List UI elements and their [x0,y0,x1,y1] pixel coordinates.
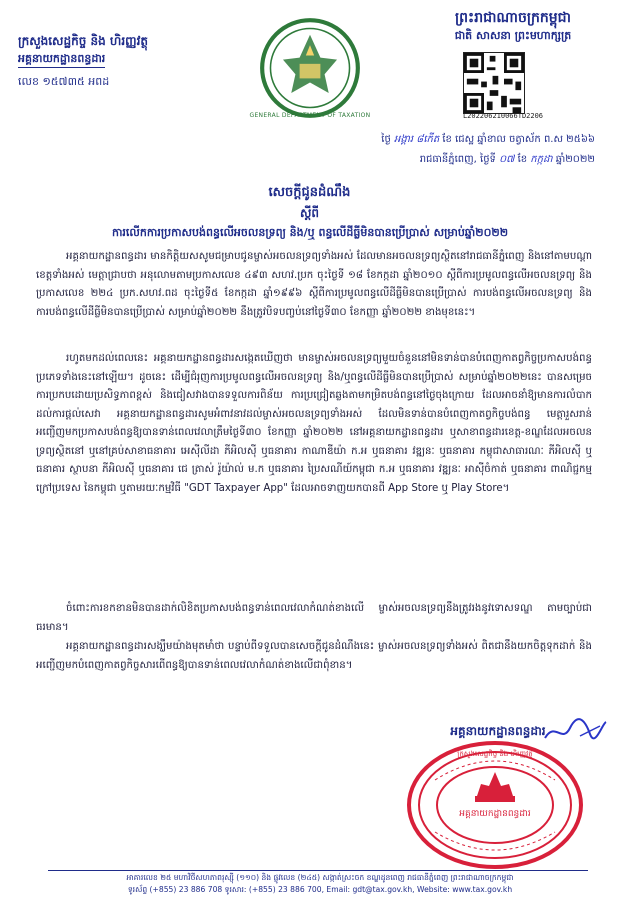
body-paragraph-3 [36,600,592,637]
paragraph-text: អគ្គនាយកដ្ឋានពន្ធដារ មានកិត្តិយសសូមជម្រាបជូនម្ចាស់អចលនទ្រព្យទាំងអស់ ដែលមានអចលនទ្រព្យស្ថិតនៅរាជធានីភ្នំពេញ និងនៅតាមបណ្តាខេត្តទាំងអស់ មេត្តាជ្រាបថា អនុលោមតាមប្រកាសលេខ ៤៩៣ សហវ.ប្រក ចុះថ្ងៃទី ១៨ ខែកក្កដា ឆ្នាំ២០១០ ស្តីពីការប្រមូលពន្ធលើអចលនទ្រព្យ និងប្រកាសលេខ ២២៤ ប្រក.សហវ.ពដ ចុះថ្ងៃទី៥ ខែកក្កដា ឆ្នាំ១៩៩៦ ស្តីពីការប្រមូលពន្ធលើដីធ្លីមិនបានប្រើប្រាស់ ការបង់ពន្ធលើអចលនទ្រព្យ និងការបង់ពន្ធលើដីធ្លីមិនបានប្រើប្រាស់ សម្រាប់ឆ្នាំ២០២២ នឹងត្រូវបិទបញ្ចប់នៅថ្ងៃទី៣០ ខែកញ្ញា ឆ្នាំ២០២២ ខាងមុខនេះ។ [36,251,592,318]
solar-date-month-label: ខែ [517,154,528,165]
kingdom-name: ព្រះរាជាណាចក្រកម្ពុជា [454,10,571,26]
notice-title: សេចក្តីជូនដំណឹង [268,185,351,200]
official-seal-icon [405,740,585,870]
paragraph-text: ចំពោះការខកខានមិនបានដាក់លិខិតប្រកាសបង់ពន្ធទាន់ពេលវេលាកំណត់ខាងលើ ម្ចាស់អចលនទ្រព្យនឹងត្រូវរងនូវទោសទណ្ឌ តាមច្បាប់ជាធរមាន។ [36,603,592,633]
footer-address: អាគារលេខ ២៥ មហាវិថីសហភាពរុស្ស៊ី (១១០) និង ផ្លូវលេខ (២៤៥) សង្កាត់ស្រះចក ខណ្ឌដូនពេញ រាជធានីភ្នំពេញ ព្រះរាជាណាចក្រកម្ពុជា [126,873,514,882]
solar-date-prefix: រាជធានីភ្នំពេញ, ថ្ងៃទី [419,154,496,165]
solar-date-day: ០៧ [499,154,515,165]
notice-subject: ការលើកការប្រកាសបង់ពន្ធលើអចលនទ្រព្យ និង/ឬ ពន្ធលើដីធ្លីមិនបានប្រើប្រាស់ សម្រាប់ឆ្នាំ២០២២ [111,226,509,239]
signatory-title: អគ្គនាយកដ្ឋានពន្ធដារ [450,724,546,738]
paragraph-text: រហូតមកដល់ពេលនេះ អគ្គនាយកដ្ឋានពន្ធដារសង្កេតឃើញថា មានម្ចាស់អចលនទ្រព្យមួយចំនួននៅមិនទាន់បានបំពេញកាតព្វកិច្ចប្រកាសបង់ពន្ធប្រភេទទាំងនេះនៅឡើយ។ ដូចនេះ ដើម្បីជំរុញការប្រមូលពន្ធលើអចលនទ្រព្យ និង/ឬពន្ធលើដីធ្លីមិនបានប្រើប្រាស់ សម្រាប់ឆ្នាំ២០២២នេះ បានសម្រេចការប្រកបដោយប្រសិទ្ធភាពខ្ពស់ និងជៀសវាងបានទទួលការពិន័យ ការប្រជ្រៀតឆ្លងតាមកម្រិតបង់ពន្ធនៅថ្ងៃចុងក្រោយ ដែលអាចនាំឱ្យមានការលំបាកដល់ការផ្តល់សេវា អគ្គនាយកដ្ឋានពន្ធដារសូមអំពាវនាវដល់ម្ចាស់អចលនទ្រព្យទាំងអស់ ដែលមិនទាន់បានបំពេញកាតព្វកិច្ចបង់ពន្ធ មេត្តារួសរាន់អញ្ជើញមកប្រកាសបង់ពន្ធឱ្យបានទាន់ពេលវេលាត្រឹមថ្ងៃទី៣០ ខែកញ្ញា ឆ្នាំ២០២២ នៅអគ្គនាយកដ្ឋានពន្ធដារ ឬសាខាពន្ធដារខេត្ត-ខណ្ឌដែលអចលនទ្រព្យស្ថិតនៅ ឬនៅគ្រប់សាខាធនាគារ អេស៊ីលីដា ភីអិលស៊ី ឬធនាគារ កាណាឌីយ៉ា ក.អ ឬធនាគារ វឌ្ឍនៈ ឬធនាគារ កម្ពុជាសាធារណៈ ភីអិលស៊ី ឬធនាគារ ស្ថាបនា ភីអិលស៊ី ឬធនាគារ ជេ ត្រាស់ រ៉ូយ៉ាល់ ម.ក ឬធនាគារ ប្រៃសណីយ៍កម្ពុជា ក.អ ឬធនាគារ វឌ្ឍនៈ អាស៊ីចំកាត់ ឬធនាគារ ពាណិជ្ជកម្មក្រៅប្រទេស នៃកម្ពុជា ឬតាមរយៈកម្មវិធី "GDT Taxpayer App" ដែលអាចទាញយកបានពី App Store ឬ Play Store។ [36,353,592,494]
reference-number: លេខ ១៥៧៣៥ អពដ [18,75,110,88]
seal-ring-text: ក្រសួងសេដ្ឋកិច្ច និង ហិរញ្ញវត្ថុ [457,750,533,758]
footer-contacts: ទូរស័ព្ទ (+855) 23 886 708 ទូរសារ: (+855) 23 886 700, Email: gdt@tax.gov.kh, Website: www.tax.gov.kh [127,885,513,894]
qr-code-text: L202206210066TD2206 [462,112,544,120]
solar-date [355,152,595,167]
lunar-date-prefix: ថ្ងៃ [381,134,391,145]
lunar-date-text: ខែ ជេស្ឋ ឆ្នាំខាល ចត្វាស័ក ព.ស ២៥៦៦ [442,134,595,145]
logo-caption: GENERAL DEPARTMENT OF TAXATION [249,112,371,119]
seal-inner-text: អគ្គនាយកដ្ឋានពន្ធដារ [459,809,531,819]
ministry-name: ក្រសួងសេដ្ឋកិច្ច និង ហិរញ្ញវត្ថុ [18,34,148,48]
body-paragraph-4 [36,638,592,675]
footer-divider [48,870,588,871]
qr-code-icon [463,52,525,114]
paragraph-text: អគ្គនាយកដ្ឋានពន្ធដារសង្ឃឹមយ៉ាងមុតមាំថា បន្ទាប់ពីទទួលបានសេចក្តីជូនដំណឹងនេះ ម្ចាស់អចលនទ្រព្យទាំងអស់ ពិតជានឹងយកចិត្តទុកដាក់ និងអញ្ជើញមកបំពេញកាតព្វកិច្ចសារពើពន្ធឱ្យបានទាន់ពេលវេលាកំណត់ខាងលើជាពុំខាន។ [36,641,592,671]
solar-date-year: ឆ្នាំ២០២២ [555,154,595,165]
header-right [420,8,606,44]
national-motto: ជាតិ សាសនា ព្រះមហាក្សត្រ [454,29,572,42]
header-left [18,34,198,89]
department-name: អគ្គនាយកដ្ឋានពន្ធដារ [18,51,105,68]
body-paragraph-2 [36,350,592,498]
lunar-date [355,132,595,147]
solar-date-month: កក្កដា [530,154,553,165]
gdt-logo-icon [258,16,362,120]
notice-subject-label: ស្តីពី [299,206,320,220]
lunar-date-handwritten: អង្គារ ៨កើត [394,134,440,145]
body-paragraph-1 [36,248,592,322]
